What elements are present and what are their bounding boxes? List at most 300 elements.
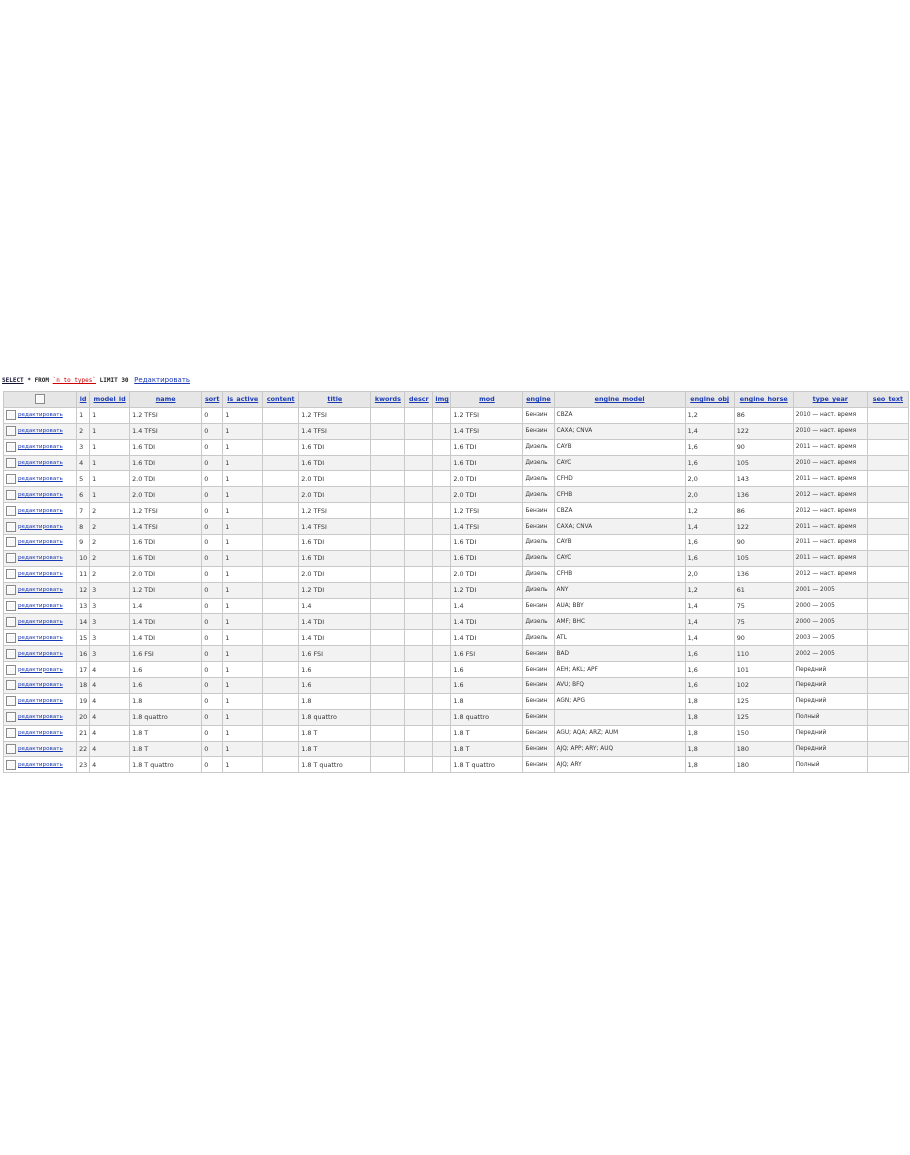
- cell-id: 6: [77, 487, 90, 503]
- cell-type-year: 2011 — наст. время: [793, 471, 867, 487]
- cell-engine-obj: 1,2: [685, 503, 734, 519]
- cell-engine-model: CBZA: [554, 407, 685, 423]
- cell-kwords: [371, 487, 405, 503]
- row-edit-link[interactable]: редактировать: [18, 666, 63, 673]
- cell-content: [263, 535, 299, 551]
- cell-sort: 0: [202, 439, 223, 455]
- cell-title: 1.6 FSI: [299, 646, 371, 662]
- cell-kwords: [371, 709, 405, 725]
- cell-mod: 1.8: [451, 693, 523, 709]
- row-checkbox[interactable]: [6, 601, 16, 611]
- row-checkbox[interactable]: [6, 680, 16, 690]
- cell-engine: Бензин: [523, 423, 554, 439]
- cell-sort: 0: [202, 741, 223, 757]
- row-edit-link[interactable]: редактировать: [18, 523, 63, 530]
- cell-model-id: 1: [90, 407, 130, 423]
- cell-engine-model: CFHB: [554, 487, 685, 503]
- row-edit-link[interactable]: редактировать: [18, 682, 63, 689]
- cell-content: [263, 519, 299, 535]
- cell-content: [263, 662, 299, 678]
- table-row: [4, 566, 909, 582]
- cell-engine: Дизель: [523, 566, 554, 582]
- row-actions-cell: [4, 550, 77, 566]
- table-row: [4, 709, 909, 725]
- cell-seo-text: [867, 535, 908, 551]
- cell-engine-obj: 1,6: [685, 535, 734, 551]
- column-header-engine-obj[interactable]: engine_obj: [685, 392, 734, 408]
- cell-name: 1.6 TDI: [130, 455, 202, 471]
- row-edit-link[interactable]: редактировать: [18, 460, 63, 466]
- cell-sort: 0: [202, 646, 223, 662]
- cell-sort: 0: [202, 566, 223, 582]
- cell-engine-horse: 122: [734, 423, 793, 439]
- cell-descr: [405, 598, 433, 614]
- row-checkbox[interactable]: [6, 649, 16, 659]
- cell-kwords: [371, 423, 405, 439]
- cell-engine-model: CAYC: [554, 550, 685, 566]
- cell-engine-obj: 1,4: [685, 598, 734, 614]
- cell-descr: [405, 439, 433, 455]
- cell-img: [433, 535, 451, 551]
- cell-descr: [405, 757, 433, 773]
- cell-engine-model: [554, 709, 685, 725]
- cell-name: 1.6 FSI: [130, 646, 202, 662]
- cell-engine-model: CAYB: [554, 535, 685, 551]
- row-edit-link[interactable]: редактировать: [18, 746, 63, 753]
- row-edit-link[interactable]: редактировать: [18, 412, 63, 419]
- row-checkbox[interactable]: [6, 617, 16, 627]
- row-checkbox[interactable]: [6, 458, 16, 468]
- row-actions-cell: [4, 757, 77, 773]
- cell-engine-horse: 143: [734, 471, 793, 487]
- column-header-img[interactable]: img: [433, 392, 451, 408]
- cell-engine-horse: 102: [734, 678, 793, 694]
- sql-limit-value: 30: [121, 377, 129, 384]
- cell-engine-obj: 1,6: [685, 439, 734, 455]
- cell-sort: 0: [202, 678, 223, 694]
- cell-kwords: [371, 550, 405, 566]
- cell-engine: Дизель: [523, 471, 554, 487]
- table-row: [4, 630, 909, 646]
- row-actions-cell: [4, 423, 77, 439]
- cell-engine: Бензин: [523, 598, 554, 614]
- cell-engine-model: AJQ; ARY: [554, 757, 685, 773]
- column-header-title[interactable]: title: [299, 392, 371, 408]
- row-actions-cell: [4, 630, 77, 646]
- cell-name: 1.8 T quattro: [130, 757, 202, 773]
- cell-model-id: 1: [90, 487, 130, 503]
- row-actions-cell: [4, 535, 77, 551]
- row-edit-link[interactable]: редактировать: [18, 618, 63, 625]
- cell-kwords: [371, 439, 405, 455]
- cell-sort: 0: [202, 550, 223, 566]
- column-header-seo-text[interactable]: seo_text: [867, 392, 908, 408]
- cell-is-active: 1: [223, 693, 263, 709]
- cell-name: 2.0 TDI: [130, 471, 202, 487]
- cell-content: [263, 582, 299, 598]
- cell-is-active: 1: [223, 455, 263, 471]
- cell-title: 1.4 TDI: [299, 630, 371, 646]
- cell-mod: 2.0 TDI: [451, 566, 523, 582]
- cell-engine-model: AEH; AKL; APF: [554, 662, 685, 678]
- cell-img: [433, 550, 451, 566]
- cell-type-year: 2011 — наст. время: [793, 550, 867, 566]
- table-row: [4, 423, 909, 439]
- cell-sort: 0: [202, 487, 223, 503]
- cell-engine-obj: 1,4: [685, 519, 734, 535]
- row-actions-cell: [4, 439, 77, 455]
- row-edit-link[interactable]: редактировать: [18, 444, 63, 451]
- cell-seo-text: [867, 741, 908, 757]
- cell-content: [263, 709, 299, 725]
- cell-engine-horse: 110: [734, 646, 793, 662]
- cell-content: [263, 741, 299, 757]
- cell-engine: Дизель: [523, 630, 554, 646]
- row-checkbox[interactable]: [6, 506, 16, 516]
- cell-model-id: 2: [90, 535, 130, 551]
- cell-title: 2.0 TDI: [299, 566, 371, 582]
- cell-content: [263, 423, 299, 439]
- row-edit-link[interactable]: редактировать: [18, 761, 63, 768]
- cell-kwords: [371, 455, 405, 471]
- cell-name: 1.6: [130, 662, 202, 678]
- cell-seo-text: [867, 662, 908, 678]
- row-edit-link[interactable]: редактировать: [18, 587, 63, 594]
- cell-id: 13: [77, 598, 90, 614]
- row-checkbox[interactable]: [6, 728, 16, 738]
- cell-content: [263, 725, 299, 741]
- cell-title: 1.6: [299, 678, 371, 694]
- cell-name: 1.6: [130, 678, 202, 694]
- column-header-type-year[interactable]: type_year: [793, 392, 867, 408]
- table-row: [4, 646, 909, 662]
- cell-sort: 0: [202, 614, 223, 630]
- cell-type-year: 2001 — 2005: [793, 582, 867, 598]
- cell-engine-horse: 101: [734, 662, 793, 678]
- cell-mod: 1.2 TFSI: [451, 503, 523, 519]
- row-edit-link[interactable]: редактировать: [18, 428, 63, 435]
- cell-model-id: 2: [90, 503, 130, 519]
- column-header-engine-horse[interactable]: engine_horse: [734, 392, 793, 408]
- cell-engine-obj: 1,8: [685, 693, 734, 709]
- cell-descr: [405, 550, 433, 566]
- cell-mod: 1.2 TDI: [451, 582, 523, 598]
- cell-id: 4: [77, 455, 90, 471]
- cell-img: [433, 725, 451, 741]
- column-header-descr[interactable]: descr: [405, 392, 433, 408]
- row-checkbox[interactable]: [6, 585, 16, 595]
- cell-engine-obj: 2,0: [685, 487, 734, 503]
- cell-seo-text: [867, 550, 908, 566]
- cell-mod: 1.6 TDI: [451, 455, 523, 471]
- cell-model-id: 3: [90, 598, 130, 614]
- cell-title: 1.4 TFSI: [299, 519, 371, 535]
- row-edit-link[interactable]: редактировать: [18, 571, 63, 578]
- cell-descr: [405, 662, 433, 678]
- cell-id: 20: [77, 709, 90, 725]
- select-all-checkbox[interactable]: [35, 394, 45, 404]
- cell-kwords: [371, 519, 405, 535]
- cell-mod: 1.2 TFSI: [451, 407, 523, 423]
- cell-content: [263, 455, 299, 471]
- row-actions-cell: [4, 725, 77, 741]
- cell-descr: [405, 678, 433, 694]
- cell-is-active: 1: [223, 566, 263, 582]
- row-checkbox[interactable]: [6, 760, 16, 770]
- cell-sort: 0: [202, 407, 223, 423]
- row-checkbox[interactable]: [6, 474, 16, 484]
- cell-content: [263, 550, 299, 566]
- cell-kwords: [371, 598, 405, 614]
- cell-title: 1.8 T: [299, 725, 371, 741]
- row-actions-cell: [4, 693, 77, 709]
- cell-seo-text: [867, 471, 908, 487]
- cell-title: 1.4: [299, 598, 371, 614]
- row-edit-link[interactable]: редактировать: [18, 730, 63, 737]
- cell-engine-model: CAYC: [554, 455, 685, 471]
- cell-sort: 0: [202, 630, 223, 646]
- cell-type-year: 2011 — наст. время: [793, 439, 867, 455]
- cell-model-id: 1: [90, 423, 130, 439]
- cell-content: [263, 439, 299, 455]
- row-edit-link[interactable]: редактировать: [18, 698, 63, 705]
- cell-model-id: 3: [90, 630, 130, 646]
- cell-content: [263, 630, 299, 646]
- cell-seo-text: [867, 423, 908, 439]
- cell-mod: 1.6 TDI: [451, 439, 523, 455]
- cell-engine-obj: 1,6: [685, 646, 734, 662]
- cell-engine-horse: 86: [734, 407, 793, 423]
- row-edit-link[interactable]: редактировать: [18, 634, 63, 641]
- cell-id: 11: [77, 566, 90, 582]
- cell-img: [433, 662, 451, 678]
- cell-name: 1.6 TDI: [130, 550, 202, 566]
- cell-is-active: 1: [223, 535, 263, 551]
- cell-engine-obj: 1,8: [685, 709, 734, 725]
- cell-model-id: 4: [90, 757, 130, 773]
- cell-name: 1.8: [130, 693, 202, 709]
- row-checkbox[interactable]: [6, 490, 16, 500]
- cell-seo-text: [867, 646, 908, 662]
- column-header-sort[interactable]: sort: [202, 392, 223, 408]
- cell-title: 1.6 TDI: [299, 455, 371, 471]
- sql-query-line: [2, 376, 190, 384]
- cell-descr: [405, 487, 433, 503]
- cell-content: [263, 693, 299, 709]
- column-header-id[interactable]: id: [77, 392, 90, 408]
- cell-descr: [405, 566, 433, 582]
- cell-img: [433, 741, 451, 757]
- cell-id: 12: [77, 582, 90, 598]
- results-table: [3, 391, 909, 773]
- cell-title: 1.2 TDI: [299, 582, 371, 598]
- table-row: [4, 487, 909, 503]
- column-header-kwords[interactable]: kwords: [371, 392, 405, 408]
- cell-descr: [405, 614, 433, 630]
- cell-seo-text: [867, 757, 908, 773]
- row-checkbox[interactable]: [6, 522, 16, 532]
- row-checkbox[interactable]: [6, 744, 16, 754]
- cell-mod: 1.6 TDI: [451, 535, 523, 551]
- row-actions-cell: [4, 614, 77, 630]
- column-header-name[interactable]: name: [130, 392, 202, 408]
- cell-name: 1.4 TDI: [130, 614, 202, 630]
- cell-type-year: 2012 — наст. время: [793, 566, 867, 582]
- cell-title: 1.8 T: [299, 741, 371, 757]
- cell-is-active: 1: [223, 439, 263, 455]
- row-actions-cell: [4, 709, 77, 725]
- cell-kwords: [371, 471, 405, 487]
- table-row: [4, 582, 909, 598]
- cell-engine: Бензин: [523, 693, 554, 709]
- row-checkbox[interactable]: [6, 665, 16, 675]
- row-edit-link[interactable]: редактировать: [18, 714, 63, 721]
- edit-query-link[interactable]: Редактировать: [134, 376, 191, 384]
- table-row: [4, 678, 909, 694]
- cell-type-year: Передний: [793, 725, 867, 741]
- cell-engine-horse: 180: [734, 741, 793, 757]
- cell-engine-horse: 105: [734, 550, 793, 566]
- cell-engine-model: AMF; BHC: [554, 614, 685, 630]
- row-checkbox[interactable]: [6, 569, 16, 579]
- cell-engine: Бензин: [523, 725, 554, 741]
- row-actions-cell: [4, 455, 77, 471]
- row-edit-link[interactable]: редактировать: [18, 555, 63, 562]
- cell-title: 1.4 TDI: [299, 614, 371, 630]
- cell-engine-horse: 90: [734, 535, 793, 551]
- cell-engine: Бензин: [523, 757, 554, 773]
- cell-is-active: 1: [223, 678, 263, 694]
- cell-model-id: 4: [90, 725, 130, 741]
- cell-mod: 1.8 quattro: [451, 709, 523, 725]
- cell-kwords: [371, 662, 405, 678]
- cell-content: [263, 407, 299, 423]
- cell-img: [433, 693, 451, 709]
- column-header-mod[interactable]: mod: [451, 392, 523, 408]
- cell-engine-model: AVU; BFQ: [554, 678, 685, 694]
- row-checkbox[interactable]: [6, 537, 16, 547]
- cell-mod: 1.8 T: [451, 725, 523, 741]
- cell-sort: 0: [202, 693, 223, 709]
- cell-engine: Дизель: [523, 582, 554, 598]
- row-edit-link[interactable]: редактировать: [18, 539, 63, 546]
- cell-descr: [405, 725, 433, 741]
- cell-title: 1.8 T quattro: [299, 757, 371, 773]
- table-body: [4, 407, 909, 772]
- row-edit-link[interactable]: редактировать: [18, 475, 63, 482]
- cell-mod: 1.4 TDI: [451, 614, 523, 630]
- cell-content: [263, 566, 299, 582]
- column-header-engine[interactable]: engine: [523, 392, 554, 408]
- cell-engine-model: AJQ; APP; ARY; AUQ: [554, 741, 685, 757]
- row-actions-cell: [4, 487, 77, 503]
- cell-img: [433, 598, 451, 614]
- cell-is-active: 1: [223, 725, 263, 741]
- cell-type-year: 2010 — наст. время: [793, 407, 867, 423]
- cell-model-id: 4: [90, 662, 130, 678]
- table-row: [4, 725, 909, 741]
- cell-kwords: [371, 757, 405, 773]
- cell-seo-text: [867, 693, 908, 709]
- cell-engine: Дизель: [523, 535, 554, 551]
- cell-engine-model: CBZA: [554, 503, 685, 519]
- row-actions-cell: [4, 503, 77, 519]
- cell-kwords: [371, 678, 405, 694]
- cell-name: 1.8 T: [130, 725, 202, 741]
- cell-engine: Бензин: [523, 519, 554, 535]
- cell-title: 1.6 TDI: [299, 550, 371, 566]
- cell-descr: [405, 423, 433, 439]
- cell-id: 15: [77, 630, 90, 646]
- cell-mod: 1.8 T quattro: [451, 757, 523, 773]
- cell-mod: 1.8 T: [451, 741, 523, 757]
- cell-type-year: Полный: [793, 757, 867, 773]
- row-edit-link[interactable]: редактировать: [18, 491, 63, 498]
- cell-engine-model: AGU; AQA; ARZ; AUM: [554, 725, 685, 741]
- row-edit-link[interactable]: редактировать: [18, 603, 63, 610]
- row-checkbox[interactable]: [6, 553, 16, 563]
- column-header-engine-model[interactable]: engine_model: [554, 392, 685, 408]
- cell-model-id: 4: [90, 693, 130, 709]
- sql-table-name[interactable]: `n_to_types`: [52, 377, 96, 384]
- cell-name: 1.6 TDI: [130, 535, 202, 551]
- cell-is-active: 1: [223, 487, 263, 503]
- cell-is-active: 1: [223, 646, 263, 662]
- table-row: [4, 741, 909, 757]
- cell-type-year: 2000 — 2005: [793, 614, 867, 630]
- row-checkbox[interactable]: [6, 696, 16, 706]
- cell-id: 2: [77, 423, 90, 439]
- sql-from-keyword: FROM: [34, 377, 50, 384]
- cell-content: [263, 678, 299, 694]
- cell-is-active: 1: [223, 519, 263, 535]
- cell-type-year: 2012 — наст. время: [793, 503, 867, 519]
- row-actions-cell: [4, 598, 77, 614]
- column-header-content[interactable]: content: [263, 392, 299, 408]
- row-checkbox[interactable]: [6, 410, 16, 420]
- cell-engine-horse: 86: [734, 503, 793, 519]
- table-row: [4, 455, 909, 471]
- cell-model-id: 3: [90, 582, 130, 598]
- column-header-is-active[interactable]: is_active: [223, 392, 263, 408]
- cell-model-id: 2: [90, 519, 130, 535]
- row-checkbox[interactable]: [6, 442, 16, 452]
- row-edit-link[interactable]: редактировать: [18, 507, 63, 514]
- cell-title: 1.4 TFSI: [299, 423, 371, 439]
- cell-seo-text: [867, 407, 908, 423]
- table-header-row: [4, 392, 909, 408]
- row-checkbox[interactable]: [6, 426, 16, 436]
- cell-kwords: [371, 535, 405, 551]
- row-edit-link[interactable]: редактировать: [18, 650, 63, 657]
- row-checkbox[interactable]: [6, 712, 16, 722]
- column-header-model-id[interactable]: model_id: [90, 392, 130, 408]
- cell-title: 2.0 TDI: [299, 487, 371, 503]
- cell-type-year: 2012 — наст. время: [793, 487, 867, 503]
- table-row: [4, 407, 909, 423]
- cell-name: 1.4: [130, 598, 202, 614]
- cell-is-active: 1: [223, 630, 263, 646]
- row-actions-cell: [4, 582, 77, 598]
- cell-descr: [405, 582, 433, 598]
- cell-name: 1.4 TFSI: [130, 423, 202, 439]
- cell-engine-obj: 1,6: [685, 678, 734, 694]
- row-checkbox[interactable]: [6, 633, 16, 643]
- cell-name: 1.2 TFSI: [130, 503, 202, 519]
- table-row: [4, 550, 909, 566]
- cell-img: [433, 646, 451, 662]
- cell-engine-obj: 1,4: [685, 614, 734, 630]
